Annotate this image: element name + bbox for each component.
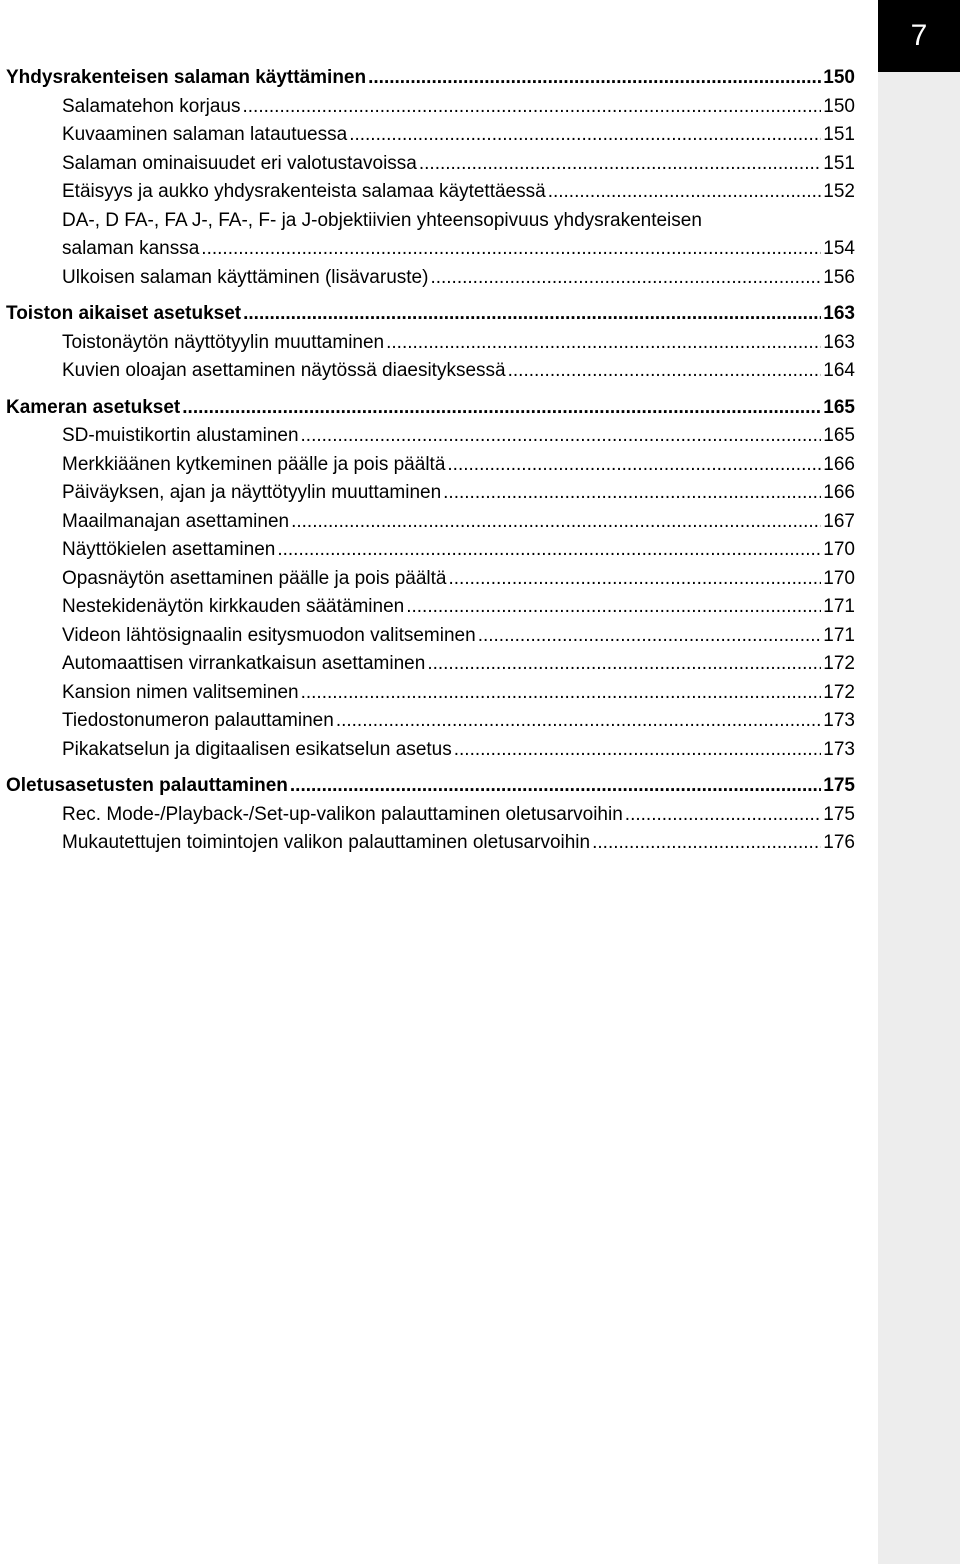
toc-entry-title: Automaattisen virrankatkaisun asettaminen	[62, 653, 426, 674]
dot-leader	[419, 150, 821, 179]
toc-page-number: 165	[823, 425, 855, 446]
dot-leader	[291, 508, 821, 537]
dot-leader	[201, 235, 821, 264]
toc-page-number: 171	[823, 596, 855, 617]
toc-page-number: 151	[823, 152, 855, 174]
toc-entry-title: Ulkoisen salaman käyttäminen (lisävaruste)	[62, 266, 429, 288]
toc-entry-title: Merkkiäänen kytkeminen päälle ja pois päältä	[62, 453, 446, 475]
toc-entry-title: Salaman ominaisuudet eri valotustavoissa	[62, 152, 417, 174]
dot-leader	[243, 93, 822, 122]
toc-entry[interactable]	[6, 565, 855, 594]
dot-leader	[508, 357, 822, 386]
toc-entry[interactable]	[6, 707, 855, 736]
toc-entry-title: Pikakatselun ja digitaalisen esikatselun asetus	[62, 738, 452, 760]
toc-page-number: 154	[823, 238, 855, 259]
toc-entry[interactable]	[6, 264, 855, 293]
toc-entry-title: Kameran asetukset	[6, 396, 181, 418]
toc-page-number: 150	[823, 95, 855, 117]
toc-entry[interactable]	[6, 593, 855, 622]
toc-entry-title: Rec. Mode-/Playback-/Set-up-valikon palauttaminen oletusarvoihin	[62, 803, 623, 825]
dot-leader	[336, 707, 821, 736]
dot-leader	[290, 772, 821, 801]
toc-entry-title: Kansion nimen valitseminen	[62, 681, 299, 703]
toc-page-number: 152	[823, 181, 855, 202]
toc-page-number: 176	[823, 832, 855, 853]
dot-leader	[427, 650, 821, 679]
toc-entry[interactable]	[6, 422, 855, 451]
toc-entry[interactable]	[6, 829, 855, 858]
toc-page-number: 150	[823, 67, 855, 88]
dot-leader	[386, 329, 821, 358]
toc-entry-title: Salamatehon korjaus	[62, 95, 241, 117]
dot-leader	[430, 264, 821, 293]
dot-leader	[448, 565, 821, 594]
toc-entry[interactable]	[6, 235, 855, 264]
toc-entry-title: Maailmanajan asettaminen	[62, 510, 290, 532]
toc-entry-title: Yhdysrakenteisen salaman käyttäminen	[6, 67, 367, 88]
dot-leader	[454, 736, 822, 765]
toc-entry-title: salaman kanssa	[62, 238, 200, 259]
toc-page-number: 166	[823, 453, 855, 475]
dot-leader	[301, 422, 822, 451]
toc-page-number: 167	[823, 510, 855, 532]
dot-leader	[349, 121, 821, 150]
toc-entry[interactable]	[6, 150, 855, 179]
toc-page-number: 165	[823, 396, 855, 418]
dot-leader	[243, 300, 821, 329]
dot-leader	[406, 593, 821, 622]
toc-page-number: 173	[823, 710, 855, 731]
toc-entry-title: Videon lähtösignaalin esitysmuodon valitseminen	[62, 624, 476, 646]
toc-section[interactable]	[6, 394, 855, 423]
dot-leader	[301, 679, 822, 708]
dot-leader	[182, 394, 821, 423]
toc-entry[interactable]	[6, 121, 855, 150]
toc-section[interactable]	[6, 772, 855, 801]
toc-entry-title: Päiväyksen, ajan ja näyttötyylin muuttaminen	[62, 482, 442, 503]
toc-entry[interactable]	[6, 451, 855, 480]
toc-entry-title: Toistonäytön näyttötyylin muuttaminen	[62, 331, 385, 353]
toc-page-number: 163	[823, 331, 855, 353]
toc-page-number: 175	[823, 803, 855, 825]
toc-entry[interactable]	[6, 357, 855, 386]
toc-page-number: 173	[823, 738, 855, 760]
toc-entry[interactable]	[6, 508, 855, 537]
dot-leader	[368, 64, 821, 93]
toc-entry[interactable]	[6, 622, 855, 651]
toc-page-number: 170	[823, 567, 855, 589]
side-strip	[878, 0, 960, 1564]
dot-leader	[548, 178, 822, 207]
toc-entry[interactable]	[6, 536, 855, 565]
toc-page-number: 175	[823, 775, 855, 796]
toc-entry-title: Näyttökielen asettaminen	[62, 539, 276, 560]
toc-page-number: 164	[823, 360, 855, 381]
toc-entry[interactable]	[6, 479, 855, 508]
toc-page-number: 172	[823, 653, 855, 674]
dot-leader	[625, 801, 822, 830]
dot-leader	[443, 479, 821, 508]
toc-entry[interactable]	[6, 93, 855, 122]
toc-page-number: 172	[823, 681, 855, 703]
dot-leader	[592, 829, 821, 858]
toc-page-number: 163	[823, 303, 855, 324]
toc-page-number: 151	[823, 124, 855, 145]
toc-entry-title: Toiston aikaiset asetukset	[6, 303, 242, 324]
toc-entry[interactable]	[6, 801, 855, 830]
table-of-contents	[6, 64, 855, 858]
toc-entry[interactable]	[6, 178, 855, 207]
toc-entry-title: Kuvaaminen salaman latautuessa	[62, 124, 348, 145]
toc-entry[interactable]	[6, 736, 855, 765]
toc-entry-title: Oletusasetusten palauttaminen	[6, 775, 288, 796]
chapter-tab: 7	[878, 0, 960, 72]
toc-page-number: 171	[823, 624, 855, 646]
dot-leader	[447, 451, 821, 480]
toc-entry[interactable]	[6, 650, 855, 679]
dot-leader	[478, 622, 822, 651]
toc-entry-title: SD-muistikortin alustaminen	[62, 425, 299, 446]
toc-entry-title: Etäisyys ja aukko yhdysrakenteista salamaa käytettäessä	[62, 181, 546, 202]
toc-page-number: 170	[823, 539, 855, 560]
toc-entry[interactable]	[6, 329, 855, 358]
toc-entry-title: Nestekidenäytön kirkkauden säätäminen	[62, 596, 405, 617]
toc-section[interactable]	[6, 300, 855, 329]
dot-leader	[277, 536, 821, 565]
toc-section[interactable]	[6, 64, 855, 93]
toc-page-number: 166	[823, 482, 855, 503]
toc-entry-title: Tiedostonumeron palauttaminen	[62, 710, 334, 731]
toc-entry-title: Opasnäytön asettaminen päälle ja pois päältä	[62, 567, 447, 589]
toc-entry-title: Kuvien oloajan asettaminen näytössä diaesityksessä	[62, 360, 506, 381]
toc-page-number: 156	[823, 266, 855, 288]
toc-entry-title: Mukautettujen toimintojen valikon palauttaminen oletusarvoihin	[62, 832, 591, 853]
toc-entry-title-line1[interactable]: DA-, D FA-, FA J-, FA-, F- ja J-objektiivien yhteensopivuus yhdysrakenteisen	[62, 209, 702, 231]
toc-entry[interactable]	[6, 679, 855, 708]
